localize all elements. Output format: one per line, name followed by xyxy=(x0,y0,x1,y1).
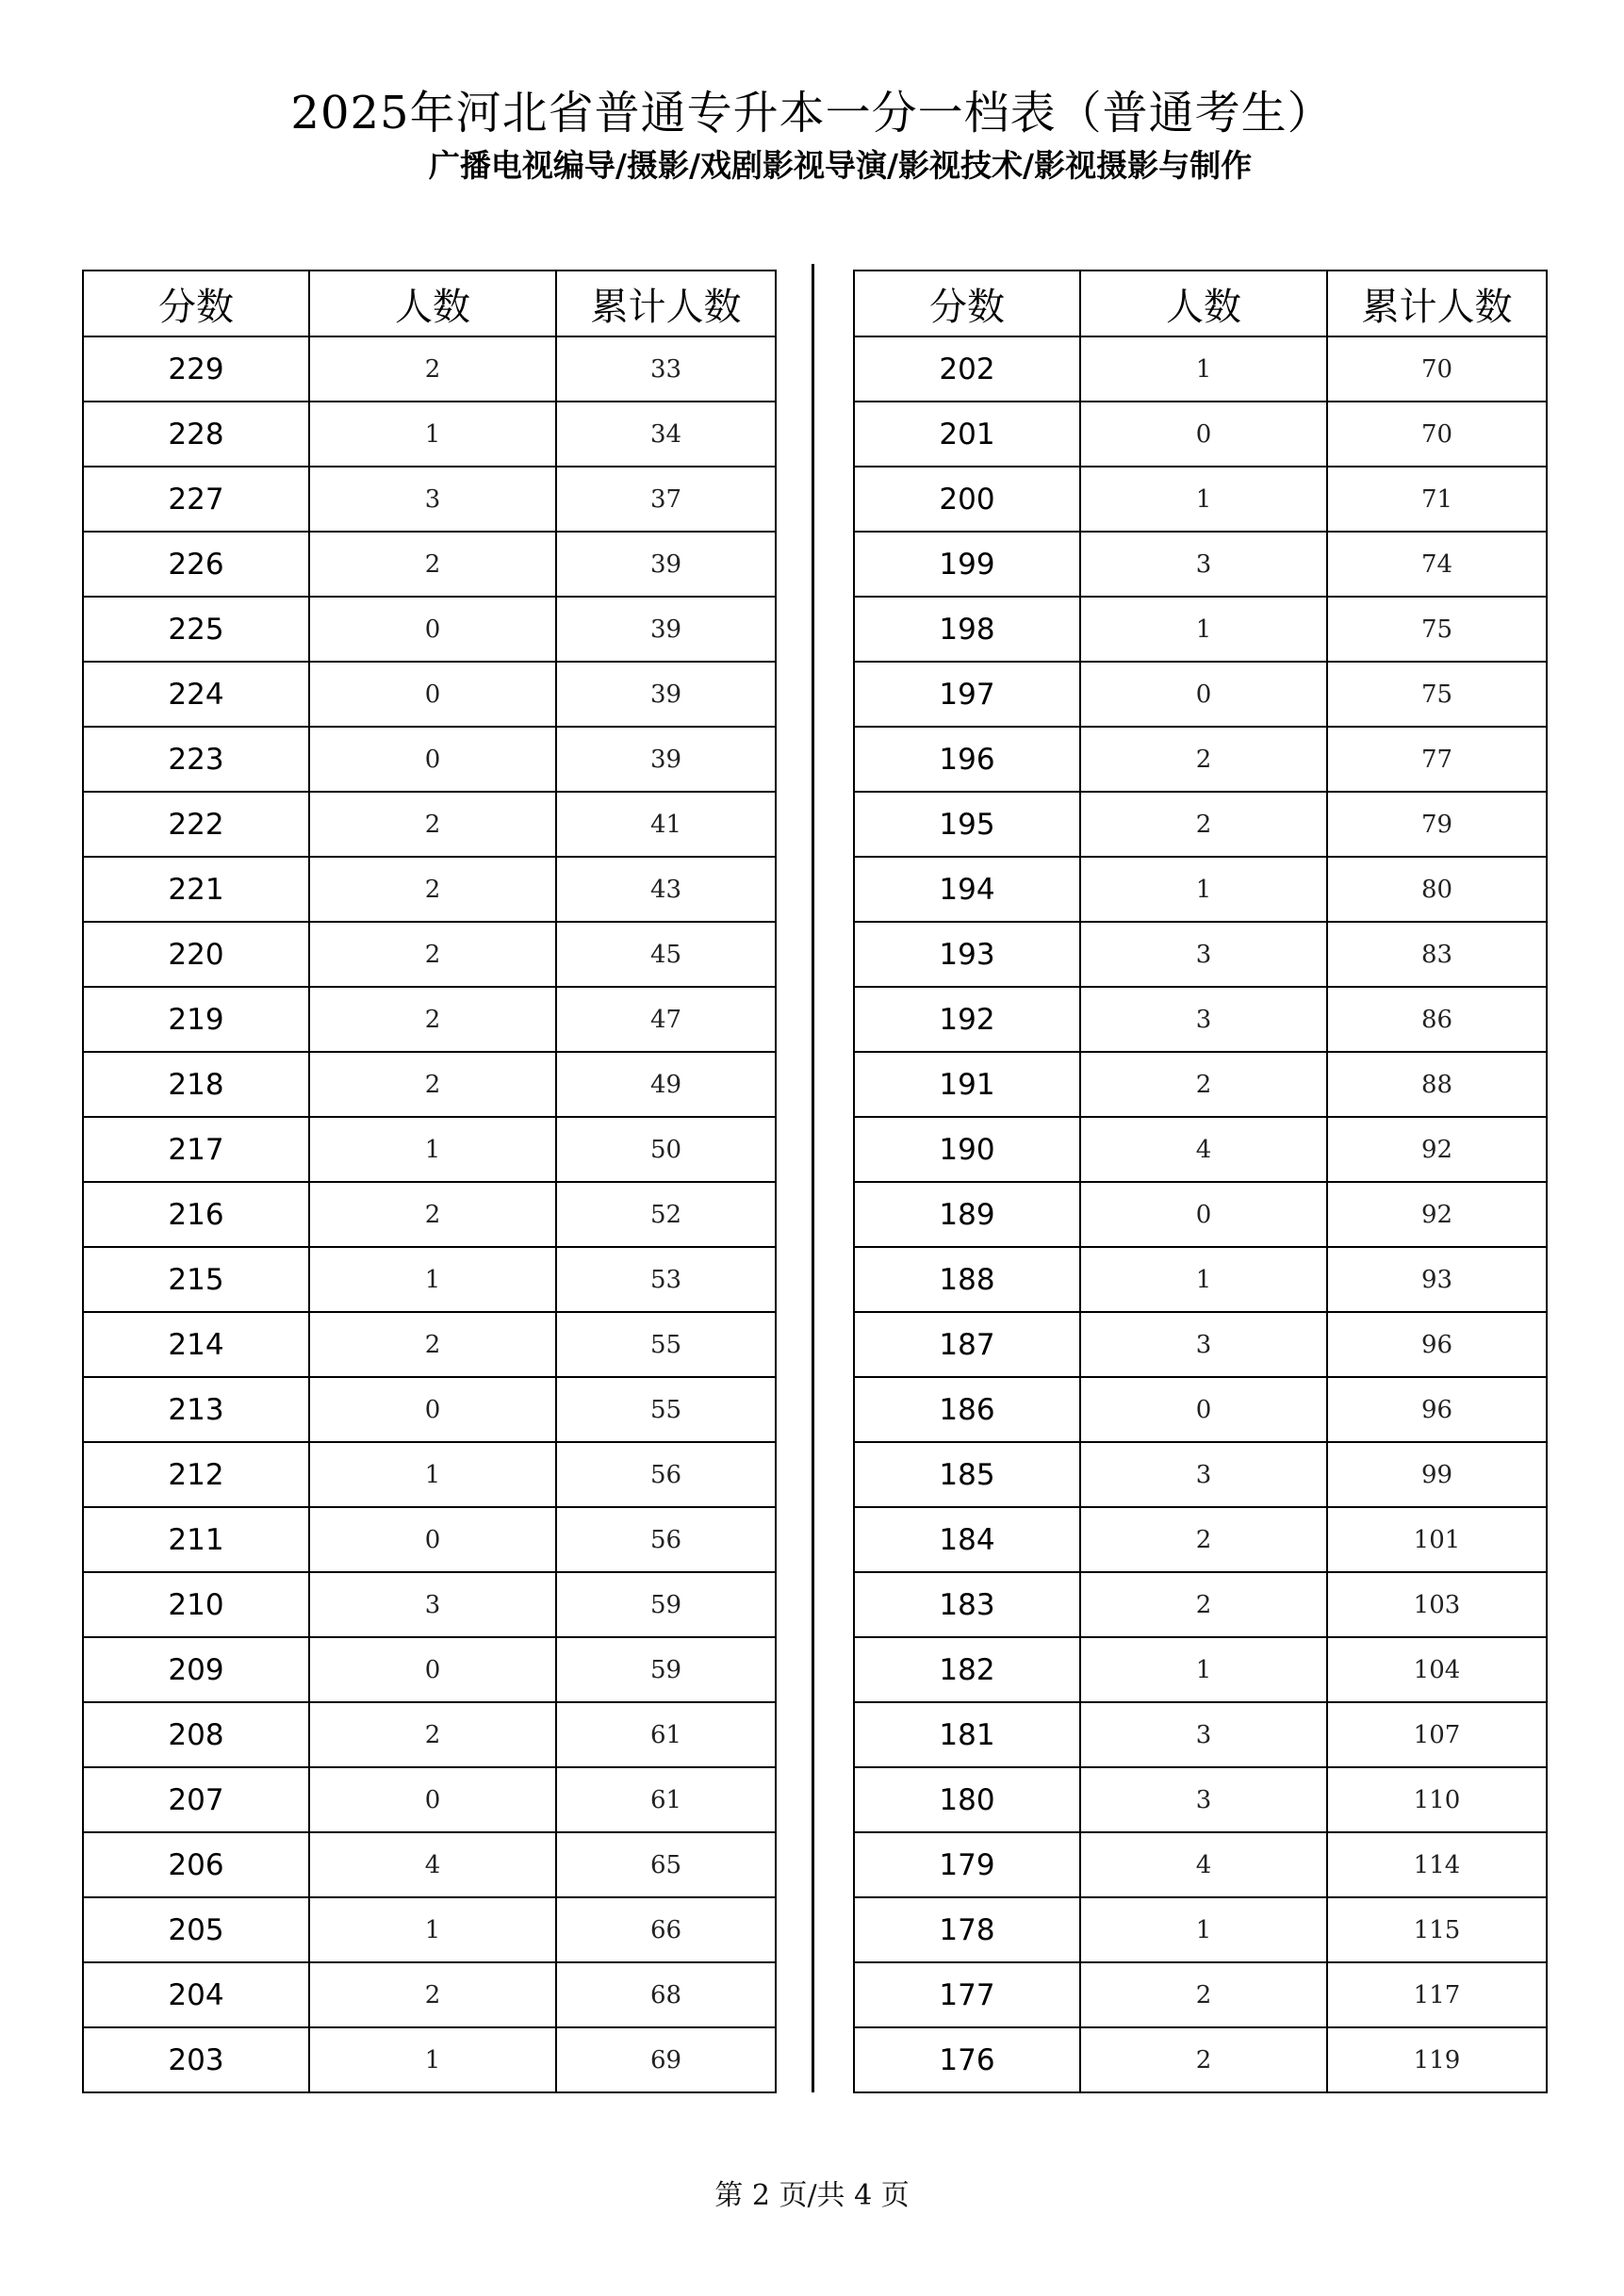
count-cell: 3 xyxy=(1080,987,1327,1052)
table-row xyxy=(83,532,776,597)
table-row xyxy=(854,1897,1547,1962)
table-row xyxy=(83,1767,776,1832)
header-score: 分数 xyxy=(854,271,1080,336)
table-row xyxy=(854,662,1547,727)
count-cell: 0 xyxy=(309,662,556,727)
table-row xyxy=(83,1312,776,1377)
count-cell: 1 xyxy=(309,1442,556,1507)
table-row xyxy=(83,1897,776,1962)
cumulative-cell: 110 xyxy=(1327,1767,1547,1832)
count-cell: 3 xyxy=(1080,532,1327,597)
header-count: 人数 xyxy=(309,271,556,336)
count-cell: 1 xyxy=(1080,857,1327,922)
score-cell: 226 xyxy=(83,532,309,597)
score-cell: 184 xyxy=(854,1507,1080,1572)
count-cell: 0 xyxy=(309,1767,556,1832)
count-cell: 1 xyxy=(309,1117,556,1182)
cumulative-cell: 37 xyxy=(556,467,776,532)
document-subtitle: 广播电视编导/摄影/戏剧影视导演/影视技术/影视摄影与制作 xyxy=(428,147,1253,184)
table-row xyxy=(854,532,1547,597)
table-row xyxy=(83,1052,776,1117)
score-cell: 207 xyxy=(83,1767,309,1832)
score-cell: 179 xyxy=(854,1832,1080,1897)
table-body-left xyxy=(83,336,776,2092)
table-header-row xyxy=(83,271,776,336)
header-score: 分数 xyxy=(83,271,309,336)
table-row xyxy=(83,597,776,662)
count-cell: 3 xyxy=(309,467,556,532)
page-footer: 第 2 页/共 4 页 xyxy=(714,2179,910,2212)
count-cell: 2 xyxy=(309,987,556,1052)
table-row xyxy=(83,467,776,532)
count-cell: 3 xyxy=(309,1572,556,1637)
cumulative-cell: 92 xyxy=(1327,1182,1547,1247)
count-cell: 3 xyxy=(1080,1702,1327,1767)
cumulative-cell: 115 xyxy=(1327,1897,1547,1962)
cumulative-cell: 39 xyxy=(556,727,776,792)
table-row xyxy=(854,1442,1547,1507)
cumulative-cell: 50 xyxy=(556,1117,776,1182)
cumulative-cell: 119 xyxy=(1327,2027,1547,2092)
cumulative-cell: 65 xyxy=(556,1832,776,1897)
score-cell: 211 xyxy=(83,1507,309,1572)
count-cell: 2 xyxy=(309,1182,556,1247)
count-cell: 2 xyxy=(1080,1507,1327,1572)
cumulative-cell: 39 xyxy=(556,532,776,597)
score-cell: 187 xyxy=(854,1312,1080,1377)
count-cell: 0 xyxy=(1080,1182,1327,1247)
count-cell: 3 xyxy=(1080,1442,1327,1507)
cumulative-cell: 86 xyxy=(1327,987,1547,1052)
score-cell: 198 xyxy=(854,597,1080,662)
score-cell: 182 xyxy=(854,1637,1080,1702)
count-cell: 1 xyxy=(309,2027,556,2092)
count-cell: 2 xyxy=(309,1312,556,1377)
count-cell: 1 xyxy=(1080,597,1327,662)
table-row xyxy=(854,336,1547,402)
score-cell: 204 xyxy=(83,1962,309,2027)
table-row xyxy=(83,1247,776,1312)
cumulative-cell: 75 xyxy=(1327,597,1547,662)
score-cell: 202 xyxy=(854,336,1080,402)
count-cell: 1 xyxy=(1080,1637,1327,1702)
score-cell: 178 xyxy=(854,1897,1080,1962)
score-cell: 203 xyxy=(83,2027,309,2092)
score-cell: 206 xyxy=(83,1832,309,1897)
score-cell: 222 xyxy=(83,792,309,857)
table-row xyxy=(854,1377,1547,1442)
header-cumulative: 累计人数 xyxy=(1327,271,1547,336)
table-row xyxy=(854,1247,1547,1312)
score-cell: 200 xyxy=(854,467,1080,532)
count-cell: 2 xyxy=(309,857,556,922)
cumulative-cell: 92 xyxy=(1327,1117,1547,1182)
count-cell: 2 xyxy=(309,532,556,597)
cumulative-cell: 79 xyxy=(1327,792,1547,857)
score-cell: 190 xyxy=(854,1117,1080,1182)
table-row xyxy=(83,857,776,922)
score-cell: 189 xyxy=(854,1182,1080,1247)
score-cell: 193 xyxy=(854,922,1080,987)
cumulative-cell: 107 xyxy=(1327,1702,1547,1767)
count-cell: 0 xyxy=(1080,1377,1327,1442)
table-row xyxy=(83,792,776,857)
count-cell: 1 xyxy=(1080,467,1327,532)
score-cell: 181 xyxy=(854,1702,1080,1767)
table-row xyxy=(83,922,776,987)
header-cumulative: 累计人数 xyxy=(556,271,776,336)
cumulative-cell: 74 xyxy=(1327,532,1547,597)
cumulative-cell: 45 xyxy=(556,922,776,987)
count-cell: 2 xyxy=(1080,1962,1327,2027)
cumulative-cell: 59 xyxy=(556,1572,776,1637)
score-cell: 177 xyxy=(854,1962,1080,2027)
cumulative-cell: 101 xyxy=(1327,1507,1547,1572)
count-cell: 4 xyxy=(1080,1832,1327,1897)
table-row xyxy=(854,402,1547,467)
table-row xyxy=(83,727,776,792)
score-table-right xyxy=(853,270,1548,2093)
score-cell: 229 xyxy=(83,336,309,402)
count-cell: 2 xyxy=(309,1962,556,2027)
cumulative-cell: 61 xyxy=(556,1767,776,1832)
count-cell: 2 xyxy=(1080,2027,1327,2092)
cumulative-cell: 99 xyxy=(1327,1442,1547,1507)
count-cell: 2 xyxy=(1080,792,1327,857)
score-cell: 209 xyxy=(83,1637,309,1702)
count-cell: 2 xyxy=(309,922,556,987)
score-cell: 205 xyxy=(83,1897,309,1962)
table-row xyxy=(83,1442,776,1507)
score-cell: 214 xyxy=(83,1312,309,1377)
cumulative-cell: 114 xyxy=(1327,1832,1547,1897)
cumulative-cell: 61 xyxy=(556,1702,776,1767)
count-cell: 4 xyxy=(309,1832,556,1897)
count-cell: 0 xyxy=(309,727,556,792)
table-row xyxy=(854,727,1547,792)
table-row xyxy=(83,1572,776,1637)
cumulative-cell: 69 xyxy=(556,2027,776,2092)
cumulative-cell: 39 xyxy=(556,597,776,662)
table-row xyxy=(83,1637,776,1702)
cumulative-cell: 41 xyxy=(556,792,776,857)
table-row xyxy=(83,662,776,727)
count-cell: 0 xyxy=(1080,662,1327,727)
count-cell: 1 xyxy=(309,1897,556,1962)
cumulative-cell: 96 xyxy=(1327,1377,1547,1442)
count-cell: 3 xyxy=(1080,1767,1327,1832)
score-table-left xyxy=(82,270,777,2093)
count-cell: 0 xyxy=(309,1637,556,1702)
count-cell: 1 xyxy=(309,402,556,467)
count-cell: 4 xyxy=(1080,1117,1327,1182)
score-cell: 183 xyxy=(854,1572,1080,1637)
count-cell: 2 xyxy=(309,1702,556,1767)
table-row xyxy=(854,792,1547,857)
count-cell: 3 xyxy=(1080,1312,1327,1377)
score-cell: 221 xyxy=(83,857,309,922)
score-cell: 176 xyxy=(854,2027,1080,2092)
cumulative-cell: 47 xyxy=(556,987,776,1052)
table-row xyxy=(854,1637,1547,1702)
table-row xyxy=(83,1377,776,1442)
count-cell: 1 xyxy=(1080,336,1327,402)
cumulative-cell: 71 xyxy=(1327,467,1547,532)
count-cell: 2 xyxy=(1080,1052,1327,1117)
cumulative-cell: 77 xyxy=(1327,727,1547,792)
cumulative-cell: 70 xyxy=(1327,336,1547,402)
cumulative-cell: 43 xyxy=(556,857,776,922)
table-row xyxy=(83,336,776,402)
table-row xyxy=(854,1832,1547,1897)
score-cell: 199 xyxy=(854,532,1080,597)
table-body-right xyxy=(854,336,1547,2092)
score-cell: 208 xyxy=(83,1702,309,1767)
score-cell: 225 xyxy=(83,597,309,662)
table-row xyxy=(83,1702,776,1767)
count-cell: 1 xyxy=(309,1247,556,1312)
score-cell: 217 xyxy=(83,1117,309,1182)
table-row xyxy=(854,1507,1547,1572)
header-count: 人数 xyxy=(1080,271,1327,336)
count-cell: 0 xyxy=(309,1507,556,1572)
cumulative-cell: 96 xyxy=(1327,1312,1547,1377)
table-row xyxy=(854,1312,1547,1377)
table-row xyxy=(854,597,1547,662)
table-row xyxy=(83,1117,776,1182)
score-cell: 219 xyxy=(83,987,309,1052)
count-cell: 1 xyxy=(1080,1247,1327,1312)
cumulative-cell: 55 xyxy=(556,1312,776,1377)
cumulative-cell: 88 xyxy=(1327,1052,1547,1117)
table-row xyxy=(854,1702,1547,1767)
cumulative-cell: 39 xyxy=(556,662,776,727)
cumulative-cell: 55 xyxy=(556,1377,776,1442)
cumulative-cell: 49 xyxy=(556,1052,776,1117)
count-cell: 2 xyxy=(309,1052,556,1117)
score-cell: 220 xyxy=(83,922,309,987)
cumulative-cell: 52 xyxy=(556,1182,776,1247)
cumulative-cell: 70 xyxy=(1327,402,1547,467)
score-cell: 188 xyxy=(854,1247,1080,1312)
score-cell: 201 xyxy=(854,402,1080,467)
cumulative-cell: 66 xyxy=(556,1897,776,1962)
table-row xyxy=(83,402,776,467)
score-cell: 213 xyxy=(83,1377,309,1442)
cumulative-cell: 117 xyxy=(1327,1962,1547,2027)
score-cell: 210 xyxy=(83,1572,309,1637)
count-cell: 3 xyxy=(1080,922,1327,987)
score-cell: 227 xyxy=(83,467,309,532)
table-row xyxy=(854,987,1547,1052)
cumulative-cell: 34 xyxy=(556,402,776,467)
cumulative-cell: 104 xyxy=(1327,1637,1547,1702)
cumulative-cell: 80 xyxy=(1327,857,1547,922)
cumulative-cell: 59 xyxy=(556,1637,776,1702)
score-cell: 194 xyxy=(854,857,1080,922)
table-row xyxy=(83,1832,776,1897)
count-cell: 0 xyxy=(309,1377,556,1442)
count-cell: 2 xyxy=(1080,727,1327,792)
table-header-row xyxy=(854,271,1547,336)
score-cell: 228 xyxy=(83,402,309,467)
cumulative-cell: 75 xyxy=(1327,662,1547,727)
score-cell: 185 xyxy=(854,1442,1080,1507)
count-cell: 0 xyxy=(309,597,556,662)
score-cell: 191 xyxy=(854,1052,1080,1117)
table-row xyxy=(854,1962,1547,2027)
table-row xyxy=(83,1507,776,1572)
table-row xyxy=(854,1182,1547,1247)
score-cell: 212 xyxy=(83,1442,309,1507)
document-title: 2025年河北省普通专升本一分一档表（普通考生） xyxy=(290,87,1334,139)
cumulative-cell: 33 xyxy=(556,336,776,402)
cumulative-cell: 83 xyxy=(1327,922,1547,987)
score-cell: 196 xyxy=(854,727,1080,792)
table-row xyxy=(854,1117,1547,1182)
score-cell: 224 xyxy=(83,662,309,727)
table-row xyxy=(854,2027,1547,2092)
table-row xyxy=(854,922,1547,987)
table-row xyxy=(83,1962,776,2027)
score-cell: 215 xyxy=(83,1247,309,1312)
table-row xyxy=(854,467,1547,532)
score-cell: 186 xyxy=(854,1377,1080,1442)
table-row xyxy=(83,2027,776,2092)
cumulative-cell: 103 xyxy=(1327,1572,1547,1637)
table-row xyxy=(854,1052,1547,1117)
column-divider xyxy=(812,264,814,2092)
count-cell: 1 xyxy=(1080,1897,1327,1962)
count-cell: 2 xyxy=(309,336,556,402)
cumulative-cell: 56 xyxy=(556,1507,776,1572)
cumulative-cell: 68 xyxy=(556,1962,776,2027)
table-row xyxy=(854,1572,1547,1637)
table-row xyxy=(83,1182,776,1247)
table-row xyxy=(854,1767,1547,1832)
score-cell: 195 xyxy=(854,792,1080,857)
score-cell: 192 xyxy=(854,987,1080,1052)
cumulative-cell: 53 xyxy=(556,1247,776,1312)
cumulative-cell: 56 xyxy=(556,1442,776,1507)
score-cell: 223 xyxy=(83,727,309,792)
count-cell: 0 xyxy=(1080,402,1327,467)
count-cell: 2 xyxy=(1080,1572,1327,1637)
score-cell: 197 xyxy=(854,662,1080,727)
score-cell: 218 xyxy=(83,1052,309,1117)
cumulative-cell: 93 xyxy=(1327,1247,1547,1312)
score-cell: 180 xyxy=(854,1767,1080,1832)
count-cell: 2 xyxy=(309,792,556,857)
table-row xyxy=(854,857,1547,922)
score-cell: 216 xyxy=(83,1182,309,1247)
table-row xyxy=(83,987,776,1052)
